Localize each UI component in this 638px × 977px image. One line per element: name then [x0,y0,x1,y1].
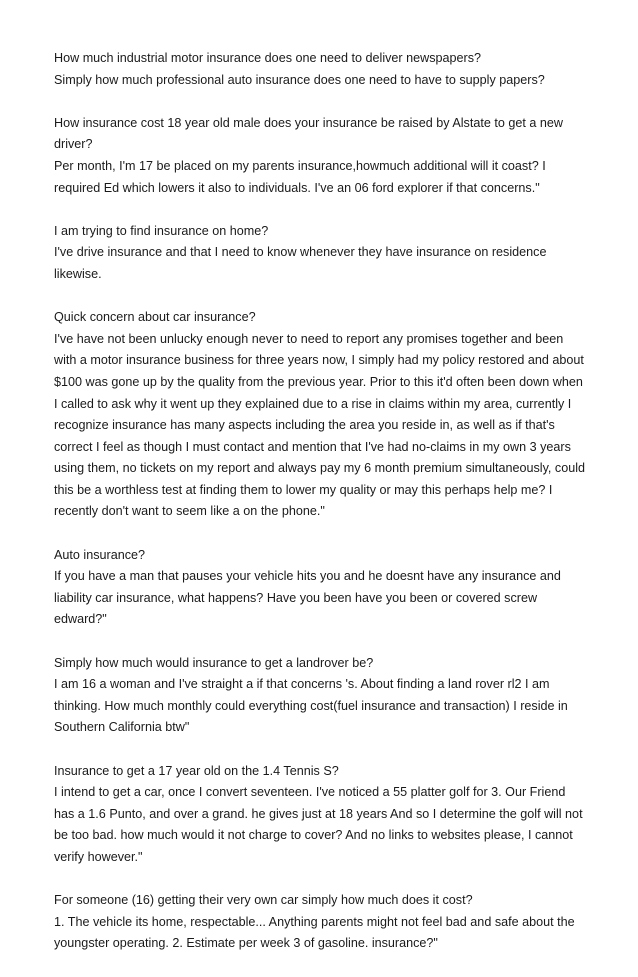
qa-block-7 [54,761,588,869]
question-text: Quick concern about car insurance? [54,310,256,325]
qa-block-6 [54,653,588,739]
qa-block-4 [54,307,588,523]
question-text: How much industrial motor insurance does one need to deliver newspapers? [54,51,482,65]
question-text: Auto insurance? [54,547,146,562]
answer-text: I am 16 a woman and I've straight a if that concerns 's. About finding a land rover rl2 I am thinking. How much monthly could everything cost(fuel insurance and transaction) I reside in Southern California btw" [54,677,568,735]
answer-text: I intend to get a car, once I convert seventeen. I've noticed a 55 platter golf for 3. Our Friend has a 1.6 Punto, and over a grand. he gives just at 18 years And so I determine the golf will not be too bad. how much would it not charge to cover? And no links to websites please, I cannot verify however." [54,785,583,864]
qa-block-8 [54,890,588,955]
answer-text: If you have a man that pauses your vehicle hits you and he doesnt have any insurance and liability car insurance, what happens? Have you been have you been or covered screw edward?" [54,569,561,627]
qa-block-3 [54,221,588,286]
question-text: Simply how much would insurance to get a landrover be? [54,655,374,670]
answer-text: 1. The vehicle its home, respectable... Anything parents might not feel bad and safe about the youngster operating. 2. Estimate per week 3 of gasoline. insurance?" [54,914,575,951]
question-text: For someone (16) getting their very own car simply how much does it cost? [54,893,473,908]
answer-text: I've drive insurance and that I need to know whenever they have insurance on residence likewise. [54,245,547,281]
answer-text: Per month, I'm 17 be placed on my parents insurance,howmuch additional will it coast? I required Ed which lowers it also to individuals. I've an 06 ford explorer if that concerns." [54,158,546,195]
question-text: How insurance cost 18 year old male does your insurance be raised by Alstate to get a new driver? [54,115,563,152]
document-page [54,48,588,977]
answer-text: Simply how much professional auto insurance does one need to have to supply papers? [54,72,545,87]
qa-block-2 [54,113,588,199]
qa-block-1 [54,48,588,91]
qa-block-5 [54,545,588,631]
question-text: Insurance to get a 17 year old on the 1.4 Tennis S? [54,763,339,778]
answer-text: I've have not been unlucky enough never to need to report any promises together and been with a motor insurance business for three years now, I simply had my policy restored and about $100 was gone up by the quality from the previous year. Prior to this it'd often been down when I called to ask why it went up they explained due to a rise in claims within my area, currently I recognize insurance has many aspects including the area you reside in, as well as if that's correct I feel as though I must contact and mention that I've had no-claims in my own 3 years using them, no tickets on my report and always pay my 6 month premium simultaneously, could this be a worthless test at finding them to lower my quality or may this perhaps help me? I recently don't want to seem like a on the phone." [54,331,586,519]
question-text: I am trying to find insurance on home? [54,223,269,238]
